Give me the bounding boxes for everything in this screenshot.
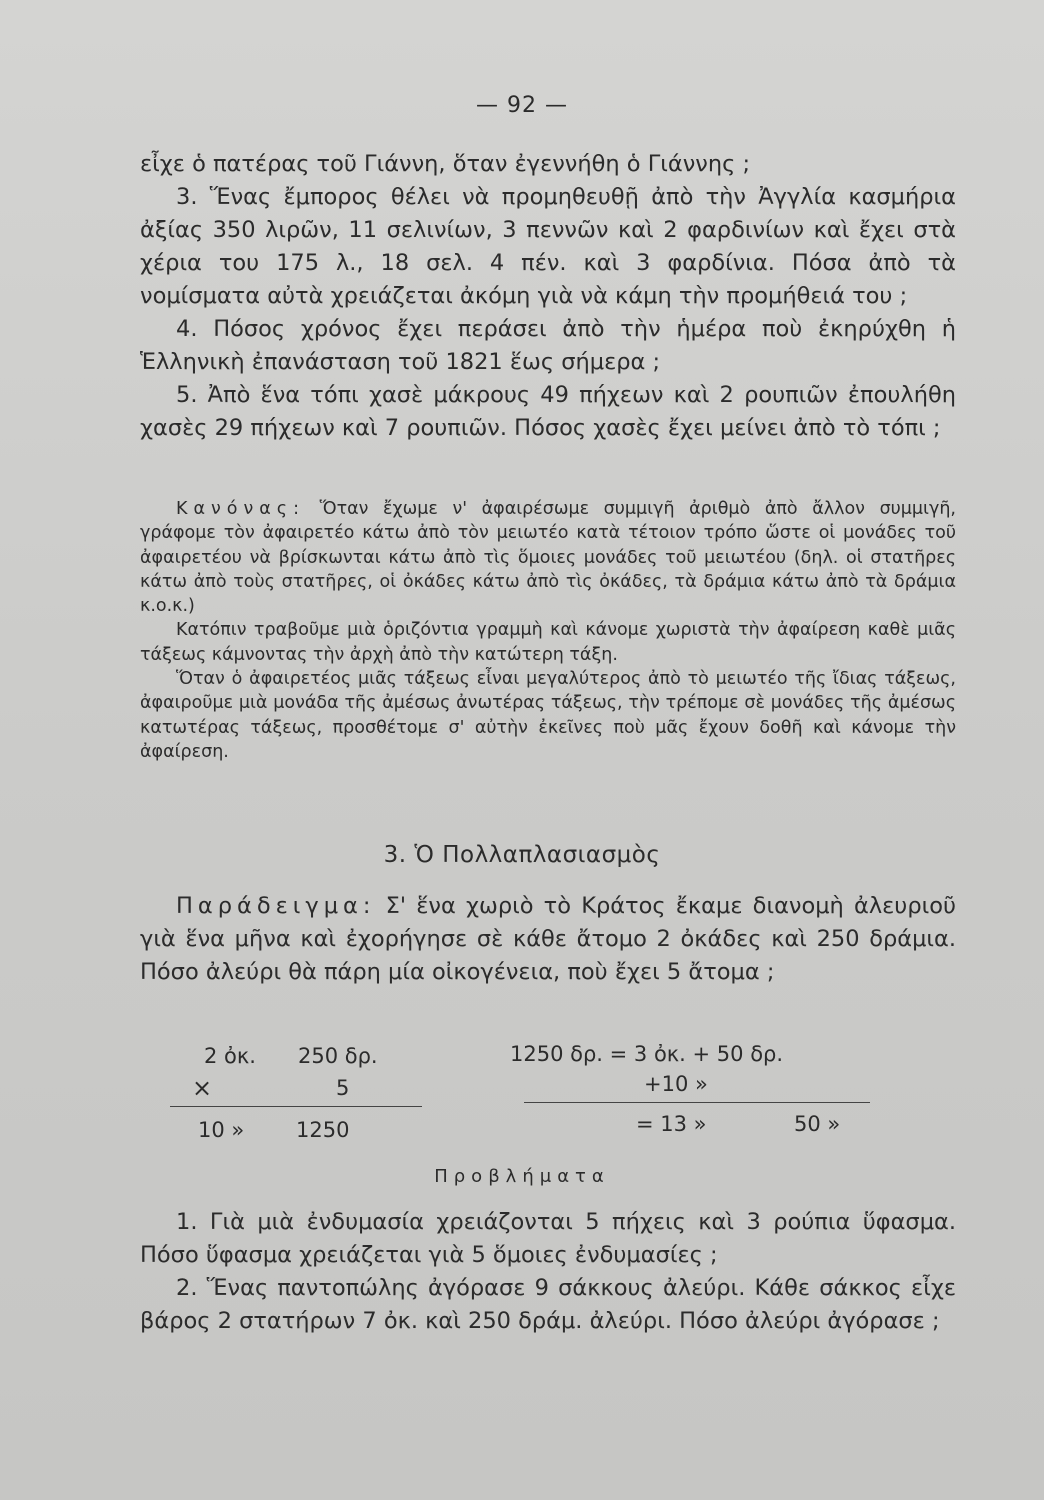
- calc-multiplier: 5: [336, 1076, 350, 1100]
- multiplication-calculation: [140, 1040, 956, 1160]
- calc-left-result-dramia: 1250: [296, 1118, 350, 1142]
- example: [140, 890, 956, 989]
- calc-right-rule: [524, 1102, 870, 1103]
- calc-right-result-okades: = 13 »: [636, 1112, 707, 1136]
- section-title: 3. Ὁ Πολλαπλασιασμὸς: [383, 842, 661, 868]
- calc-right-conversion: 1250 δρ. = 3 ὀκ. + 50 δρ.: [510, 1042, 784, 1066]
- calc-right-addend: +10 »: [644, 1072, 708, 1096]
- problems-list: [140, 1206, 956, 1338]
- problem-item: 1. Γιὰ μιὰ ἐνδυμασία χρειάζονται 5 πήχεις καὶ 3 ρούπια ὕφασμα. Πόσο ὕφασμα χρειάζεται γιὰ 5 ὅμοιες ἐνδυμασίες ;: [140, 1209, 956, 1268]
- example-paragraph: [140, 890, 956, 989]
- problem-item: 2. Ἕνας παντοπώλης ἀγόρασε 9 σάκκους ἀλεύρι. Κάθε σάκκος εἶχε βάρος 2 στατήρων 7 ὀκ. καὶ 250 δράμ. ἀλεύρι. Πόσο ἀλεύρι ἀγόρασε ;: [140, 1275, 956, 1334]
- calc-left-okades: 2 ὀκ.: [204, 1044, 256, 1068]
- intro-problems: [140, 148, 956, 445]
- paragraph-continuation: εἶχε ὁ πατέρας τοῦ Γιάννη, ὅταν ἐγεννήθη ὁ Γιάννης ;: [140, 151, 751, 177]
- calc-left-result-okades: 10 »: [198, 1118, 245, 1142]
- rule-paragraph: [140, 497, 956, 618]
- problem-3: 3. Ἕνας ἔμπορος θέλει νὰ προμηθευθῇ ἀπὸ τὴν Ἀγγλία κασμήρια ἀξίας 350 λιρῶν, 11 σελινίων, 3 πεννῶν καὶ 2 φαρδινίων καὶ ἔχει στὰ χέρια του 175 λ., 18 σελ. 4 πέν. καὶ 3 φαρδίνια. Πόσα ἀπὸ τὰ νομίσματα αὐτὰ χρειάζεται ἀκόμη γιὰ νὰ κάμη τὴν προμήθειά του ;: [140, 184, 956, 309]
- multiply-sign: ×: [192, 1074, 213, 1102]
- problem-4: 4. Πόσος χρόνος ἔχει περάσει ἀπὸ τὴν ἡμέρα ποὺ ἐκηρύχθη ἡ Ἑλληνικὴ ἐπανάσταση τοῦ 1821 ἕως σήμερα ;: [140, 316, 956, 375]
- page-number: — 92 —: [476, 93, 568, 118]
- example-label: Παράδειγμα:: [176, 893, 376, 919]
- example-text: Σ' ἕνα χωριὸ τὸ Κράτος ἔκαμε διανομὴ ἀλευριοῦ γιὰ ἕνα μῆνα καὶ ἐχορήγησε σὲ κάθε ἄτομο 2 ὀκάδες καὶ 250 δράμια. Πόσο ἀλεύρι θὰ πάρη μία οἰκογένεια, ποὺ ἔχει 5 ἄτομα ;: [140, 893, 957, 985]
- rule-paragraph: Κατόπιν τραβοῦμε μιὰ ὁριζόντια γραμμὴ καὶ κάνομε χωριστὰ τὴν ἀφαίρεση καθὲ μιᾶς τάξεως κάμνοντας τὴν ἀρχὴ ἀπὸ τὴν κατώτερη τάξη.: [140, 620, 956, 665]
- problem-5: 5. Ἀπὸ ἕνα τόπι χασὲ μάκρους 49 πήχεων καὶ 2 ρουπιῶν ἐπουλήθη χασὲς 29 πήχεων καὶ 7 ρουπιῶν. Πόσος χασὲς ἔχει μείνει ἀπὸ τὸ τόπι ;: [140, 382, 956, 441]
- rule-text: Ὅταν ἔχωμε ν' ἀφαιρέσωμε συμμιγῆ ἀριθμὸ ἀπὸ ἄλλον συμμιγῆ, γράφομε τὸν ἀφαιρετέο κάτω ἀπὸ τὸν μειωτέο κατὰ τέτοιον τρόπο ὥστε οἱ μονάδες τοῦ ἀφαιρετέου νὰ βρίσκωνται κάτω ἀπὸ τὶς ὅμοιες μονάδες τοῦ μειωτέου (δηλ. οἱ στατῆρες κάτω ἀπὸ τοὺς στατῆρες, οἱ ὀκάδες κάτω ἀπὸ τὶς ὀκάδες, τὰ δράμια κάτω ἀπὸ τὰ δράμια κ.ο.κ.): [140, 499, 956, 617]
- rule-label: Κανόνας:: [176, 499, 305, 519]
- calc-left-dramia: 250 δρ.: [298, 1044, 378, 1068]
- rule-paragraph: Ὅταν ὁ ἀφαιρετέος μιᾶς τάξεως εἶναι μεγαλύτερος ἀπὸ τὸ μειωτέο τῆς ἴδιας τάξεως, ἀφαιροῦμε μιὰ μονάδα τῆς ἀμέσως ἀνωτέρας τάξεως, τὴν τρέπομε σὲ μονάδες τῆς ἀμέσως κατωτέρας τάξεως, προσθέτομε σ' αὐτὴν ἐκεῖνες ποὺ μᾶς ἔχουν δοθῆ καὶ κάνομε τὴν ἀφαίρεση.: [140, 669, 956, 762]
- subtraction-rule: [140, 497, 956, 764]
- problems-title: Προβλήματα: [434, 1166, 610, 1187]
- calc-right-result-dramia: 50 »: [794, 1112, 841, 1136]
- calc-left-rule: [170, 1106, 422, 1107]
